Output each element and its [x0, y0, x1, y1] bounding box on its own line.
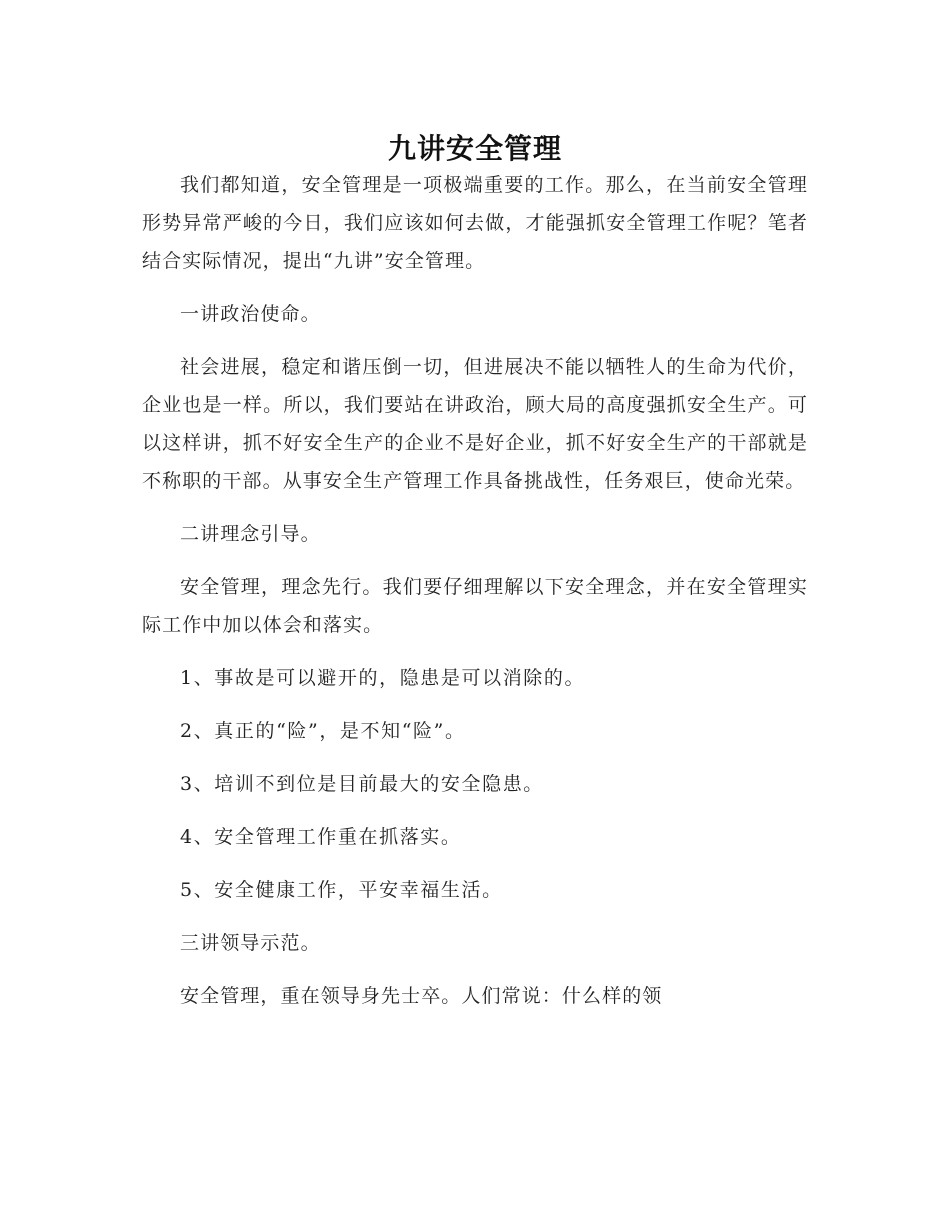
list-item: 5、安全健康工作，平安幸福生活。 — [180, 879, 503, 901]
list-item: 4、安全管理工作重在抓落实。 — [180, 826, 462, 848]
list-item: 3、培训不到位是目前最大的安全隐患。 — [180, 773, 544, 795]
intro-paragraph: 我们都知道，安全管理是一项极端重要的工作。那么，在当前安全管理形势异常严峻的今日，我们应该如何去做，才能强抓安全管理工作呢？笔者结合实际情况，提出“九讲”安全管理。 — [142, 174, 808, 272]
section-heading-1: 一讲政治使命。 — [180, 303, 321, 325]
list-item: 1、事故是可以避开的，隐患是可以消除的。 — [180, 667, 586, 689]
section-1-paragraph: 社会进展，稳定和谐压倒一切，但进展决不能以牺牲人的生命为代价， 企业也是一样。所以，我们要站在讲政治，顾大局的高度强抓安全生产。可以这样讲，抓不好安全生产的企业不是好企业，抓不好安全生产的干部就是不称职的干部。从事安全生产管理工作具备挑战性，任务艰巨，使命光荣。 — [142, 356, 808, 492]
document-body — [142, 166, 808, 1030]
section-2-paragraph: 安全管理，理念先行。我们要仔细理解以下安全理念，并在安全管理实际工作中加以体会和落实。 — [142, 576, 808, 636]
section-heading-3: 三讲领导示范。 — [180, 932, 321, 954]
document-title: 九讲安全管理 — [387, 131, 562, 165]
section-3-paragraph: 安全管理，重在领导身先士卒。人们常说：什么样的领 — [180, 985, 663, 1007]
list-item: 2、真正的“险”，是不知“险”。 — [180, 720, 466, 742]
section-heading-2: 二讲理念引导。 — [180, 523, 321, 545]
